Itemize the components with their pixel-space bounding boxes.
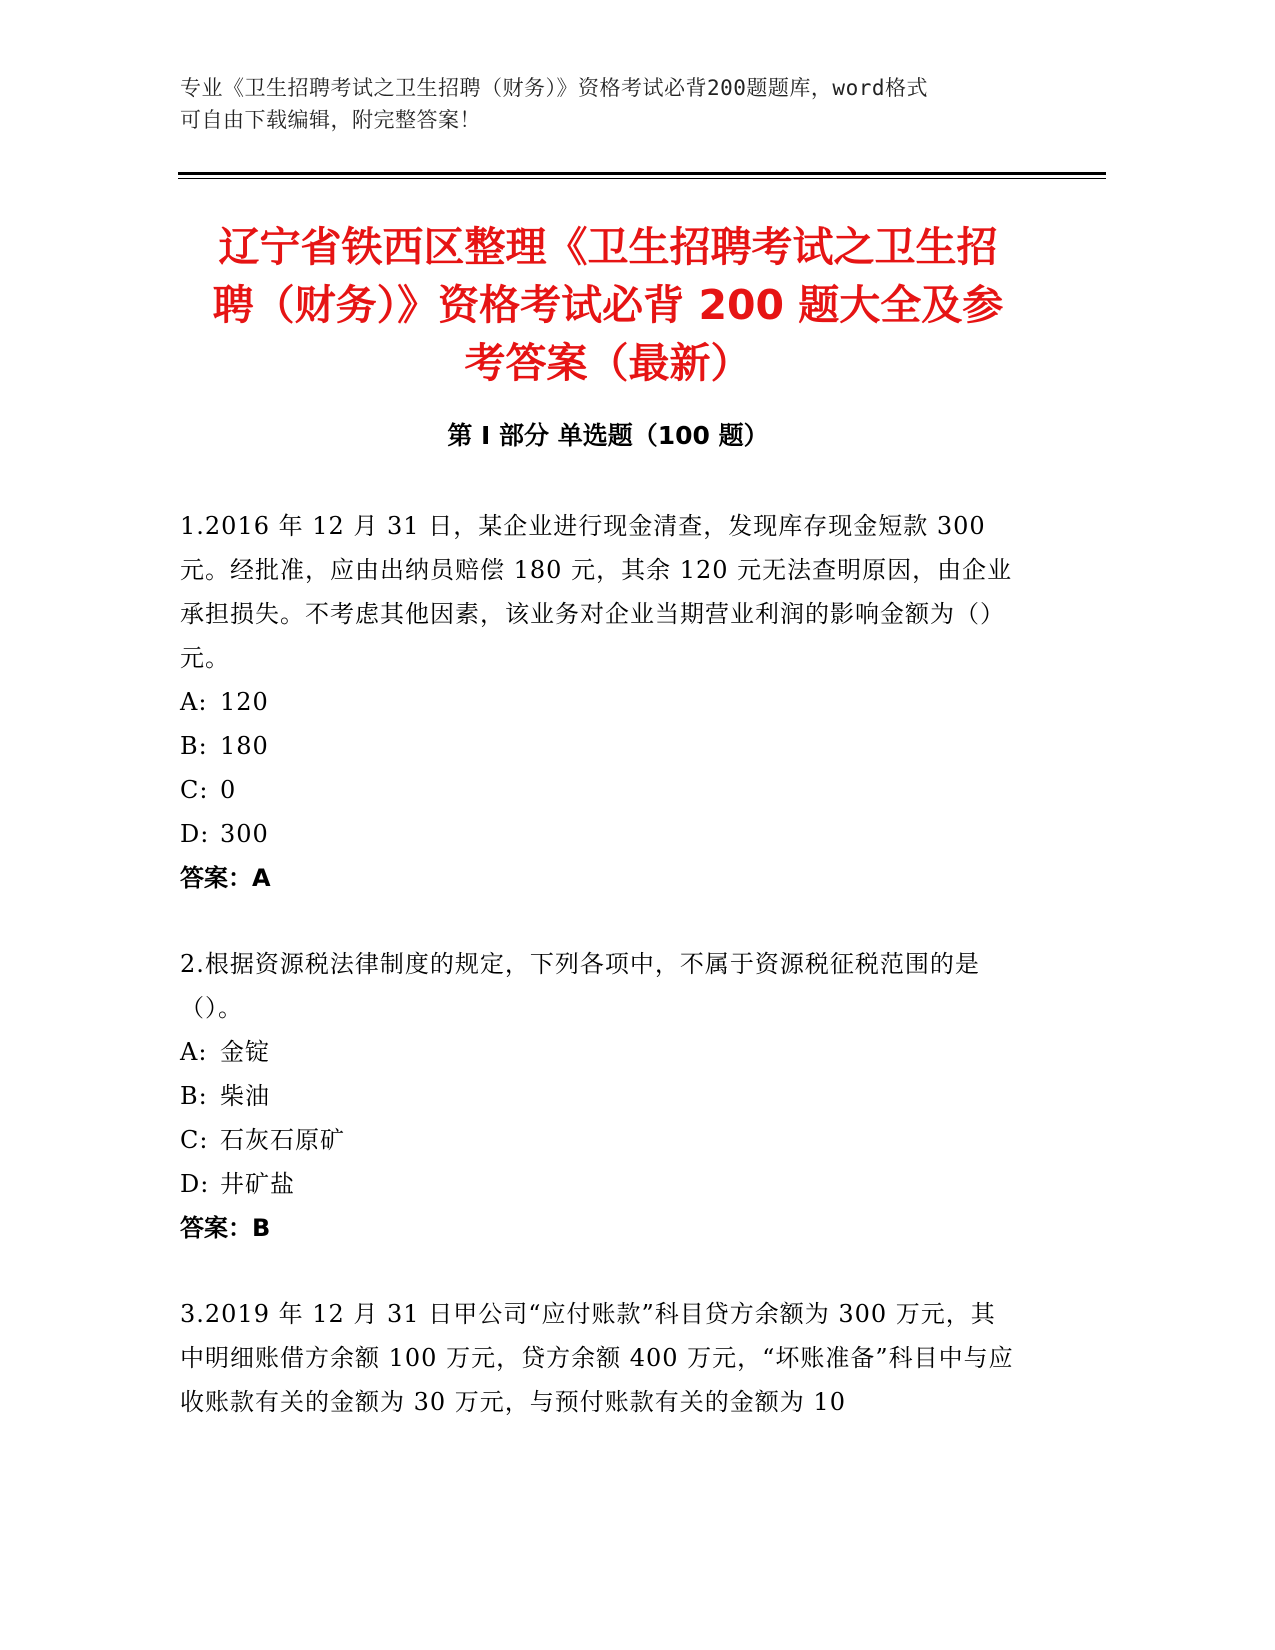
option-letter: D: [180, 1170, 210, 1198]
question-2-option-b [180, 1074, 1020, 1118]
question-1-stem: 1.2016 年 12 月 31 日，某企业进行现金清查，发现库存现金短款 300 元。经批准，应由出纳员赔偿 180 元，其余 120 元无法查明原因，由企业承担损失。不考虑其他因素，该业务对企业当期营业利润的影响金额为（）元。 [180, 512, 1013, 672]
question-3-stem: 3.2019 年 12 月 31 日甲公司“应付账款”科目贷方余额为 300 万元，其中明细账借方余额 100 万元，贷方余额 400 万元，“坏账准备”科目中与应收账款有关的金额为 30 万元，与预付账款有关的金额为 10 [180, 1300, 1014, 1416]
option-letter: A: [180, 688, 208, 716]
question-list [180, 504, 1020, 1466]
header-divider-thin [178, 178, 1106, 179]
document-title-line-1: 辽宁省铁西区整理《卫生招聘考试之卫生招 [218, 223, 998, 271]
section-title: 第 I 部分 单选题（100 题） [447, 421, 769, 450]
document-title-line-2: 聘（财务）》资格考试必背 200 题大全及参 [212, 281, 1004, 329]
option-text: 180 [220, 732, 269, 760]
question-1-option-b [180, 724, 1020, 768]
option-text: 石灰石原矿 [220, 1126, 345, 1154]
option-text: 300 [220, 820, 269, 848]
question-2-answer: 答案：B [180, 1214, 271, 1242]
option-letter: D: [180, 820, 210, 848]
header-note [180, 72, 1040, 136]
option-letter: C: [180, 776, 209, 804]
question-3 [180, 1292, 1020, 1424]
question-2-stem: 2.根据资源税法律制度的规定，下列各项中，不属于资源税征税范围的是（）。 [180, 950, 980, 1022]
question-1 [180, 504, 1020, 900]
header-note-line-2: 可自由下载编辑，附完整答案！ [180, 108, 481, 132]
document-title [180, 218, 1036, 392]
option-text: 柴油 [220, 1082, 270, 1110]
question-1-answer: 答案：A [180, 864, 271, 892]
option-letter: C: [180, 1126, 209, 1154]
option-text: 0 [220, 776, 237, 804]
question-2-option-a [180, 1030, 1020, 1074]
question-1-option-d [180, 812, 1020, 856]
question-2-option-c [180, 1118, 1020, 1162]
option-letter: B: [180, 1082, 208, 1110]
header-divider-thick [178, 172, 1106, 175]
question-2-option-d [180, 1162, 1020, 1206]
option-text: 井矿盐 [220, 1170, 295, 1198]
question-2 [180, 942, 1020, 1250]
option-letter: A: [180, 1038, 208, 1066]
question-1-option-c [180, 768, 1020, 812]
option-letter: B: [180, 732, 208, 760]
header-note-line-1: 专业《卫生招聘考试之卫生招聘（财务）》资格考试必背200题题库，word格式 [180, 76, 928, 100]
option-text: 金锭 [220, 1038, 270, 1066]
document-title-line-3: 考答案（最新） [464, 339, 752, 387]
question-1-option-a [180, 680, 1020, 724]
option-text: 120 [220, 688, 269, 716]
